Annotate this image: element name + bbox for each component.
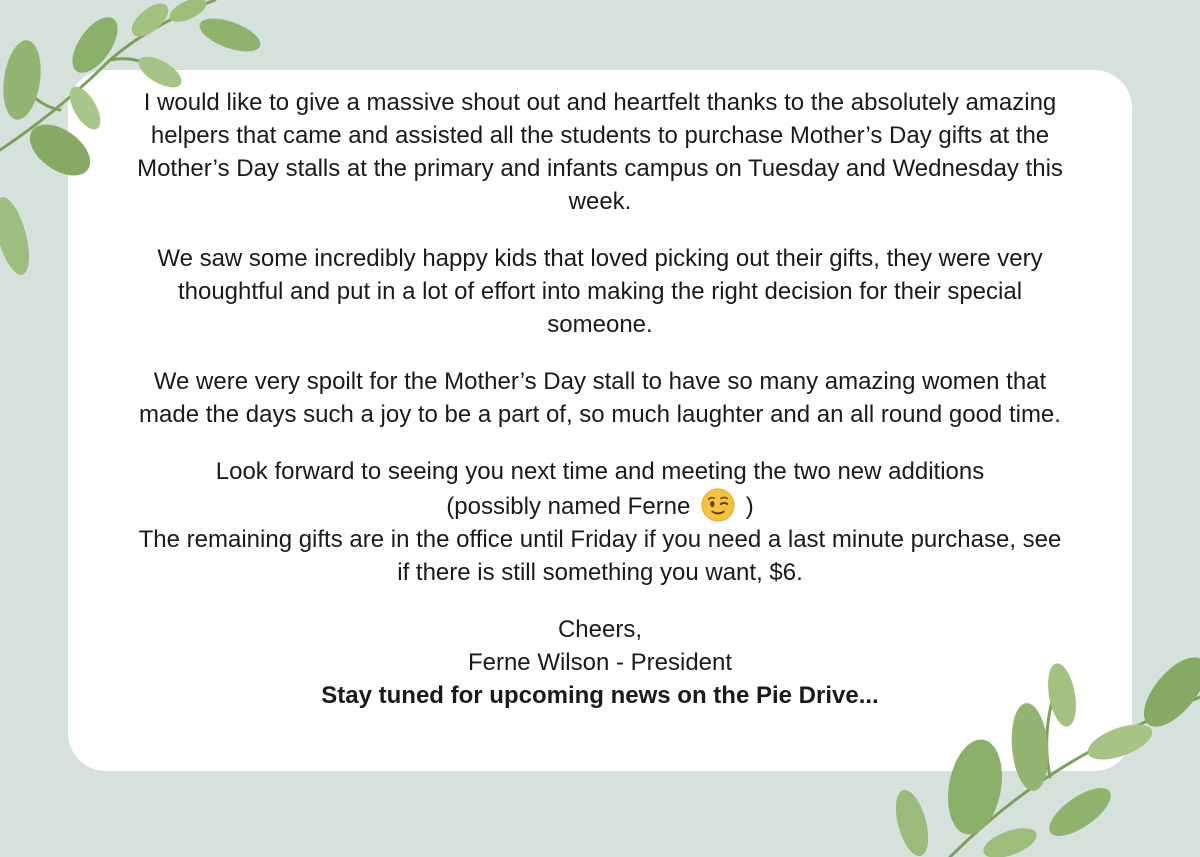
signature: Ferne Wilson - President bbox=[467, 649, 733, 676]
closing-line-1: Look forward to seeing you next time and meeting the two new additions bbox=[215, 458, 985, 485]
sign-off: Cheers, bbox=[557, 616, 643, 643]
closing-line-2 bbox=[130, 488, 1070, 523]
signature-block bbox=[130, 613, 1070, 712]
tagline: Stay tuned for upcoming news on the Pie Drive... bbox=[321, 682, 879, 709]
closing-line-3: The remaining gifts are in the office until Friday if you need a last minute purchase, see if there is still something you want, $6. bbox=[138, 526, 1062, 586]
closing-line-2-text: (possibly named Ferne bbox=[446, 493, 691, 520]
paragraph-thanks: I would like to give a massive shout out and heartfelt thanks to the absolutely amazing helpers that came and assisted all the students to purchase Mother’s Day gifts at the Mother’s Day stalls at the primary and infants campus on Tuesday and Wednesday this week. bbox=[137, 89, 1063, 215]
winking-face-icon bbox=[701, 488, 735, 522]
paragraph-volunteers: We were very spoilt for the Mother’s Day stall to have so many amazing women that made the days such a joy to be a part of, so much laughter and an all round good time. bbox=[139, 368, 1061, 428]
message-body bbox=[130, 86, 1070, 712]
paragraph-kids: We saw some incredibly happy kids that loved picking out their gifts, they were very thoughtful and put in a lot of effort into making the right decision for their special someone. bbox=[157, 245, 1043, 338]
paragraph-closing bbox=[130, 455, 1070, 589]
closing-line-2-end: ) bbox=[745, 493, 754, 520]
